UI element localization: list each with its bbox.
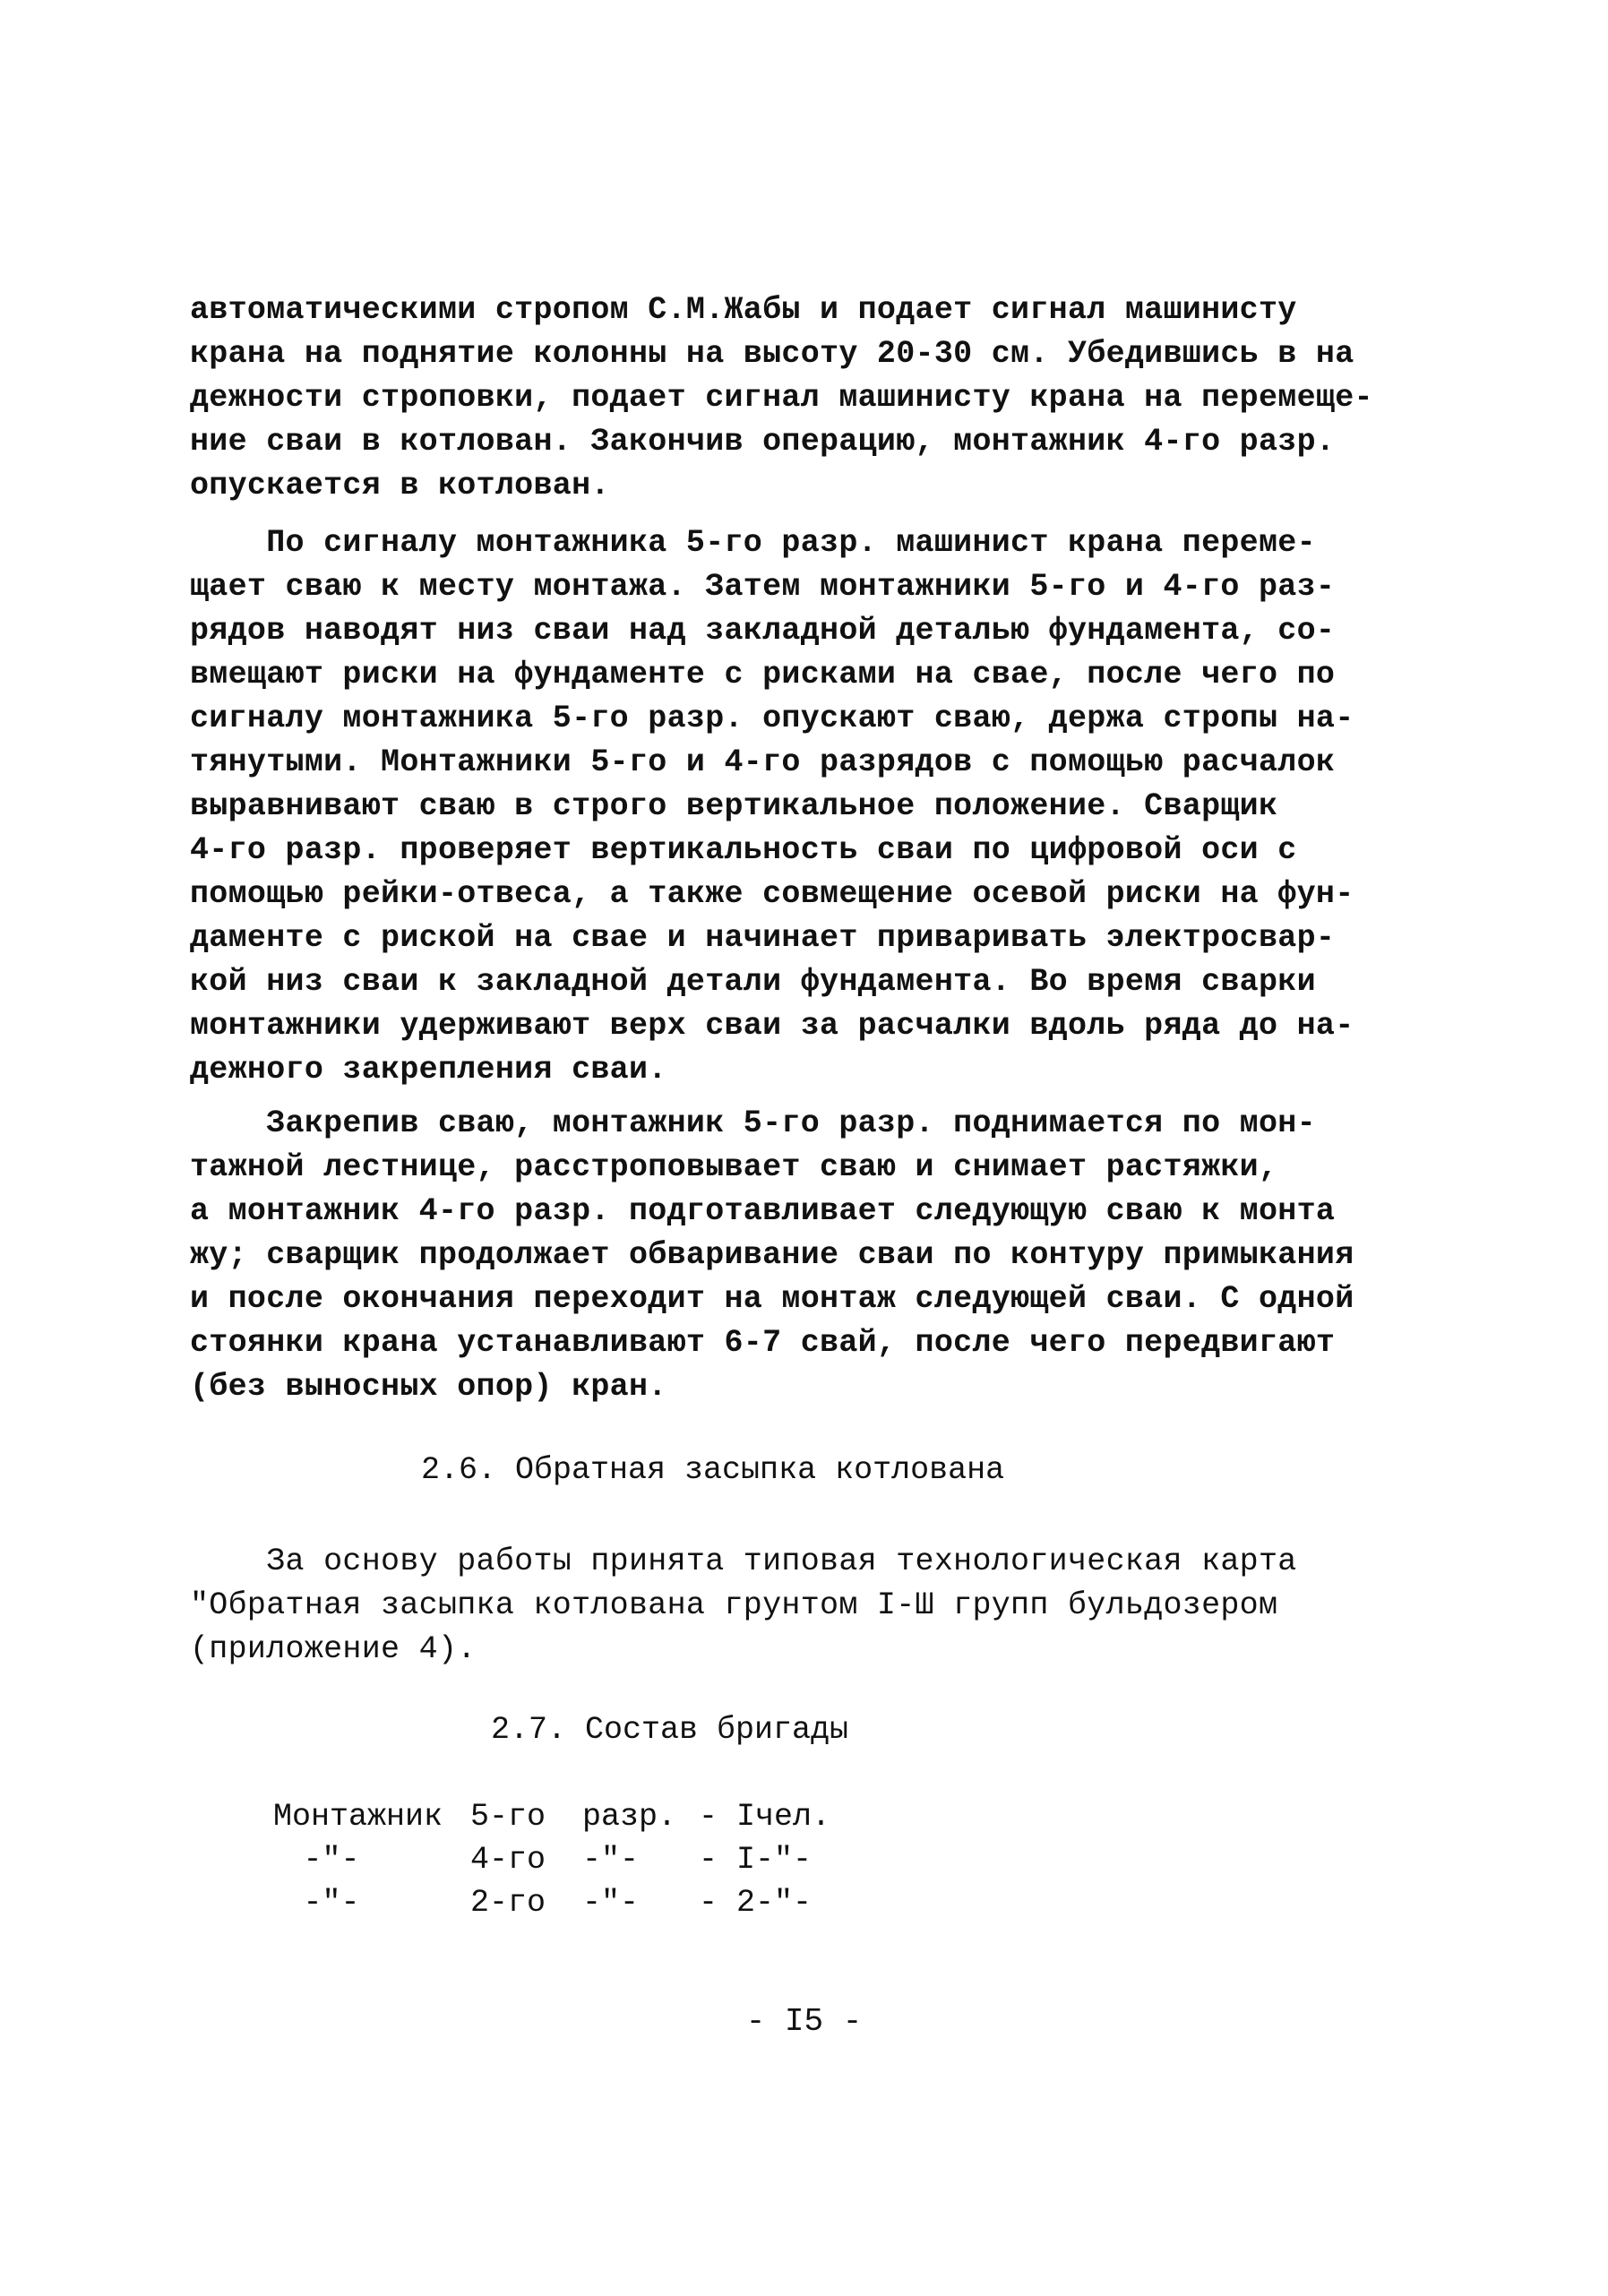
crew-count-unit: чел. bbox=[755, 1799, 831, 1835]
crew-row bbox=[273, 1881, 836, 1924]
section-heading-backfill: 2.6. Обратная засыпка котлована bbox=[421, 1452, 1005, 1488]
crew-role: -"- bbox=[303, 1842, 360, 1878]
crew-role: Монтажник bbox=[273, 1799, 443, 1835]
section-heading-crew: 2.7. Состав бригады bbox=[491, 1712, 849, 1748]
crew-composition-table bbox=[273, 1795, 836, 1924]
crew-row bbox=[273, 1838, 836, 1881]
crew-grade-unit: -"- bbox=[582, 1885, 640, 1921]
crew-count-unit: -"- bbox=[755, 1885, 813, 1921]
paragraph-backfill: За основу работы принята типовая технологическая карта "Обратная засыпка котлована грунтом I-Ш групп бульдозером (приложение 4). bbox=[190, 1544, 1297, 1667]
crew-grade: 5-го bbox=[470, 1799, 546, 1835]
crew-count-unit: -"- bbox=[755, 1842, 813, 1878]
paragraph-welding: Закрепив сваю, монтажник 5-го разр. поднимается по мон- тажной лестнице, расстроповывает сваю и снимает растяжки, а монтажник 4-го разр. подготавливает следующую сваю к монта жу; сварщик продолжает обваривание сваи по контуру примыкания и после окончания переходит на монтаж следующей сваи. С одной стоянки крана устанавливают 6-7 свай, после чего передвигают (без выносных опор) кран. bbox=[190, 1105, 1354, 1405]
crew-grade: 4-го bbox=[470, 1842, 546, 1878]
crew-count: - I bbox=[699, 1842, 756, 1878]
crew-row bbox=[273, 1795, 836, 1838]
page-number: - I5 - bbox=[745, 2003, 863, 2040]
crew-role: -"- bbox=[303, 1885, 360, 1921]
crew-grade-unit: разр. bbox=[582, 1799, 677, 1835]
crew-count: - I bbox=[699, 1799, 756, 1835]
crew-grade: 2-го bbox=[470, 1885, 546, 1921]
paragraph-strapping: автоматическими стропом С.М.Жабы и подает сигнал машинисту крана на поднятие колонны на высоту 20-30 см. Убедившись в на дежности строповки, подает сигнал машинисту крана на перемеще- ние сваи в котлован. Закончив операцию, монтажник 4-го разр. опускается в котлован. bbox=[190, 292, 1373, 503]
paragraph-mounting: По сигналу монтажника 5-го разр. машинист крана переме- щает сваю к месту монтажа. Затем монтажники 5-го и 4-го раз- рядов наводят низ сваи над закладной деталью фундамента, со- вмещают риски на фундаменте с рисками на свае, после чего по сигналу монтажника 5-го разр. опускают сваю, держа стропы на- тянутыми. Монтажники 5-го и 4-го разрядов с помощью расчалок выравнивают сваю в строго вертикальное положение. Сварщик 4-го разр. проверяет вертикальность сваи по цифровой оси с помощью рейки-отвеса, а также совмещение осевой риски на фун- даменте с риской на свае и начинает приваривать электросвар- кой низ сваи к закладной детали фундамента. Во время сварки монтажники удерживают верх сваи за расчалки вдоль ряда до на- дежного закрепления сваи. bbox=[190, 525, 1354, 1088]
crew-grade-unit: -"- bbox=[582, 1842, 640, 1878]
crew-count: - 2 bbox=[699, 1885, 756, 1921]
